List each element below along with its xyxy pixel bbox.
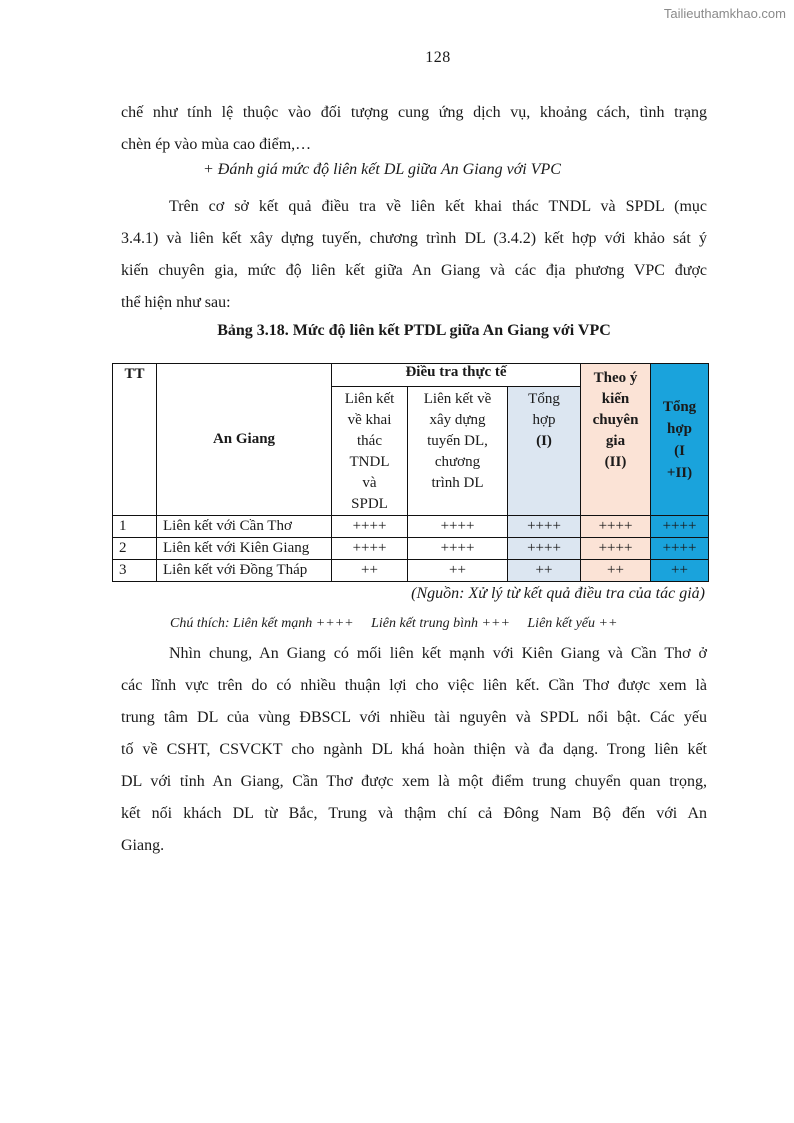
cell-resource: ++++ — [332, 516, 408, 538]
header-line: Liên kết — [344, 391, 395, 407]
watermark: Tailieuthamkhao.com — [663, 6, 786, 21]
legend-weak: Liên kết yếu ++ — [527, 616, 618, 631]
text-line: kiến chuyên gia, mức độ liên kết giữa An Giang và các địa phương VPC được — [121, 262, 707, 279]
cell-total: ++++ — [651, 516, 709, 538]
header-tt: TT — [113, 364, 157, 516]
row-index: 1 — [113, 516, 157, 538]
text-line: 3.4.1) và liên kết xây dựng tuyến, chương trình DL (3.4.2) kết hợp với khảo sát ý — [121, 230, 707, 247]
header-line: tuyến DL, — [427, 433, 488, 449]
header-line: (I — [674, 442, 685, 459]
header-line: thác — [357, 433, 382, 449]
header-line: chương — [434, 454, 481, 470]
row-name: Liên kết với Kiên Giang — [157, 538, 332, 560]
text-line: chế như tính lệ thuộc vào đối tượng cung ứng dịch vụ, khoảng cách, tình trạng — [121, 104, 707, 121]
header-line: SPDL — [351, 496, 388, 512]
cell-sum-i: ++++ — [508, 538, 581, 560]
basis-paragraph — [121, 191, 707, 319]
legend-medium: Liên kết trung bình +++ — [371, 616, 510, 631]
header-line: TNDL — [349, 454, 390, 470]
cell-expert: ++++ — [581, 538, 651, 560]
linkage-table — [112, 363, 709, 582]
text-line: kết nối khách DL từ Bắc, Trung và thậm chí cả Đông Nam Bộ đến với An — [121, 805, 707, 822]
text-line: Nhìn chung, An Giang có mối liên kết mạnh với Kiên Giang và Cần Thơ ở — [169, 645, 707, 662]
text-line: tố về CSHT, CSVCKT cho ngành DL khá hoàn thiện và đa dạng. Trong liên kết — [121, 741, 707, 758]
header-line: chuyên — [592, 412, 639, 428]
header-field-survey: Điều tra thực tế — [332, 364, 581, 387]
header-line: về khai — [347, 412, 392, 428]
header-line: Tổng — [662, 398, 697, 415]
row-name: Liên kết với Đồng Tháp — [157, 560, 332, 582]
text-line: chèn ép vào mùa cao điểm,… — [121, 136, 312, 153]
header-line: (I) — [536, 433, 552, 449]
table-row — [113, 560, 709, 582]
table-legend — [170, 616, 631, 632]
page-number: 128 — [425, 49, 451, 66]
cell-expert: ++++ — [581, 516, 651, 538]
cell-route: ++++ — [408, 538, 508, 560]
text-line: trung tâm DL của vùng ĐBSCL với nhiều tài nguyên và SPDL nổi bật. Các yếu — [121, 709, 707, 726]
header-line: Tổng — [528, 391, 560, 407]
table-header-row — [113, 364, 709, 387]
header-line: (II) — [604, 454, 627, 470]
header-line: hợp — [532, 412, 556, 428]
header-line: xây dựng — [429, 412, 486, 428]
row-index: 3 — [113, 560, 157, 582]
header-total — [651, 364, 709, 516]
cell-expert: ++ — [581, 560, 651, 582]
legend-strong: Chú thích: Liên kết mạnh ++++ — [170, 616, 354, 631]
header-line: kiến — [601, 391, 630, 407]
text-line: DL với tỉnh An Giang, Cần Thơ được xem là một điểm trung chuyển quan trọng, — [121, 773, 707, 790]
row-index: 2 — [113, 538, 157, 560]
cell-route: ++ — [408, 560, 508, 582]
cell-sum-i: ++ — [508, 560, 581, 582]
cell-sum-i: ++++ — [508, 516, 581, 538]
intro-paragraph — [121, 97, 707, 161]
header-name: An Giang — [157, 364, 332, 516]
text-line: thể hiện như sau: — [121, 294, 231, 311]
cell-total: ++ — [651, 560, 709, 582]
row-name: Liên kết với Cần Thơ — [157, 516, 332, 538]
header-expert-opinion — [581, 364, 651, 516]
section-heading: + Đánh giá mức độ liên kết DL giữa An Giang với VPC — [203, 161, 561, 178]
cell-total: ++++ — [651, 538, 709, 560]
cell-resource: ++++ — [332, 538, 408, 560]
header-line: Theo ý — [593, 370, 638, 386]
header-resource-linkage — [332, 387, 408, 516]
cell-resource: ++ — [332, 560, 408, 582]
table-row — [113, 538, 709, 560]
header-line: hợp — [667, 420, 692, 437]
header-line: gia — [605, 433, 626, 449]
table-row — [113, 516, 709, 538]
header-line: trình DL — [431, 475, 484, 491]
table-caption: Bảng 3.18. Mức độ liên kết PTDL giữa An Giang với VPC — [217, 322, 611, 339]
header-sum-i — [508, 387, 581, 516]
table-source-note: (Nguồn: Xử lý từ kết quả điều tra của tác giả) — [411, 585, 705, 602]
text-line: Trên cơ sở kết quả điều tra về liên kết khai thác TNDL và SPDL (mục — [169, 198, 707, 215]
cell-route: ++++ — [408, 516, 508, 538]
conclusion-paragraph — [121, 638, 707, 862]
header-route-linkage — [408, 387, 508, 516]
text-line: các lĩnh vực trên do có nhiều thuận lợi cho việc liên kết. Cần Thơ được xem là — [121, 677, 707, 694]
text-line: Giang. — [121, 837, 165, 854]
header-line: và — [362, 475, 377, 491]
header-line: +II) — [666, 464, 693, 481]
header-line: Liên kết về — [423, 391, 492, 407]
